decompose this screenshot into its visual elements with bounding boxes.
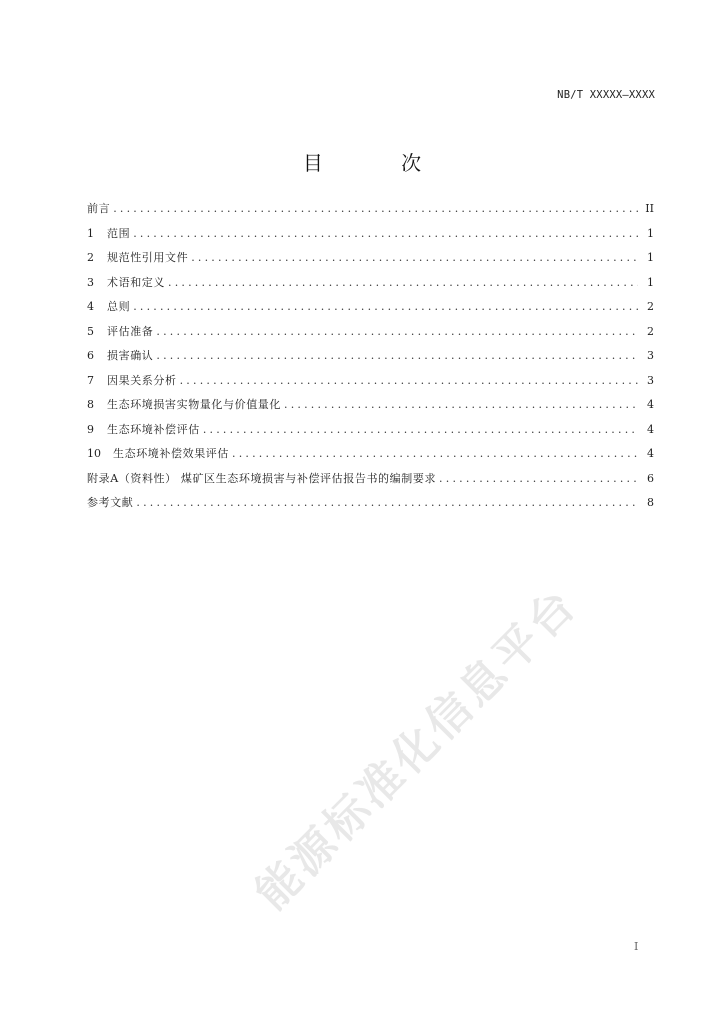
toc-leader-dots	[191, 249, 638, 267]
toc-entry-page: 1	[647, 251, 654, 264]
toc-entry-scope[interactable]	[87, 225, 654, 250]
toc-entry-number: 7	[87, 373, 94, 387]
toc-leader-dots	[180, 372, 638, 390]
toc-entry-page: 8	[647, 496, 654, 509]
toc-entry-appendix-a[interactable]	[87, 470, 654, 495]
toc-entry-label: 范围	[107, 226, 131, 240]
toc-entry-label: 术语和定义	[107, 275, 165, 289]
toc-entry-normative-references[interactable]	[87, 249, 654, 274]
toc-entry-number: 5	[87, 324, 94, 338]
toc-entry-label: 前言	[87, 202, 111, 215]
toc-entry-page: 4	[647, 447, 654, 460]
toc-entry-number: 10	[87, 447, 101, 460]
toc-entry-foreword[interactable]	[87, 200, 654, 225]
toc-entry-number: 9	[87, 422, 94, 436]
toc-leader-dots	[284, 396, 638, 414]
toc-leader-dots	[203, 421, 638, 439]
toc-leader-dots	[168, 274, 638, 292]
toc-leader-dots	[133, 225, 638, 243]
toc-entry-label: 评估准备	[107, 324, 154, 338]
document-code: NB/T XXXXX—XXXX	[557, 89, 655, 101]
toc-entry-number: 6	[87, 349, 94, 362]
toc-entry-label: 参考文献	[87, 496, 134, 509]
toc-entry-number: 2	[87, 251, 94, 264]
toc-entry-number: 4	[87, 300, 94, 313]
toc-entry-page: II	[645, 202, 654, 215]
table-of-contents	[87, 200, 654, 519]
toc-entry-label: 附录A（资料性） 煤矿区生态环境损害与补偿评估报告书的编制要求	[87, 471, 437, 485]
toc-entry-page: 1	[647, 275, 654, 289]
toc-entry-label: 因果关系分析	[107, 373, 177, 387]
page-number: I	[634, 940, 639, 953]
toc-entry-compensation-effect[interactable]	[87, 445, 654, 470]
toc-entry-label: 生态环境补偿评估	[107, 422, 200, 436]
toc-entry-bibliography[interactable]	[87, 494, 654, 519]
toc-entry-page: 2	[647, 324, 654, 338]
toc-entry-number: 8	[87, 398, 94, 411]
toc-entry-causality-analysis[interactable]	[87, 372, 654, 397]
toc-entry-page: 4	[647, 422, 654, 436]
toc-entry-damage-confirmation[interactable]	[87, 347, 654, 372]
toc-entry-assessment-preparation[interactable]	[87, 323, 654, 348]
toc-entry-page: 1	[647, 226, 654, 240]
toc-entry-label: 总则	[107, 300, 131, 313]
toc-leader-dots	[156, 323, 638, 341]
toc-entry-general[interactable]	[87, 298, 654, 323]
toc-entry-page: 3	[647, 373, 654, 387]
toc-entry-page: 2	[647, 300, 654, 313]
toc-entry-label: 损害确认	[107, 349, 154, 362]
toc-leader-dots	[113, 200, 638, 218]
toc-entry-page: 4	[647, 398, 654, 411]
toc-entry-label: 规范性引用文件	[107, 251, 189, 264]
toc-entry-compensation-assessment[interactable]	[87, 421, 654, 446]
toc-entry-terms-definitions[interactable]	[87, 274, 654, 299]
toc-entry-label: 生态环境损害实物量化与价值量化	[107, 398, 281, 411]
toc-entry-page: 3	[647, 349, 654, 362]
watermark: 能源标准化信息平台	[246, 578, 588, 920]
toc-entry-page: 6	[647, 471, 654, 485]
toc-leader-dots	[133, 298, 638, 316]
toc-entry-number: 1	[87, 226, 94, 240]
toc-leader-dots	[136, 494, 638, 512]
toc-leader-dots	[439, 470, 638, 488]
page-title: 目 次	[302, 151, 458, 175]
toc-entry-label: 生态环境补偿效果评估	[113, 447, 229, 460]
toc-entry-damage-quantification[interactable]	[87, 396, 654, 421]
toc-leader-dots	[156, 347, 638, 365]
toc-entry-number: 3	[87, 275, 94, 289]
toc-leader-dots	[232, 445, 638, 463]
